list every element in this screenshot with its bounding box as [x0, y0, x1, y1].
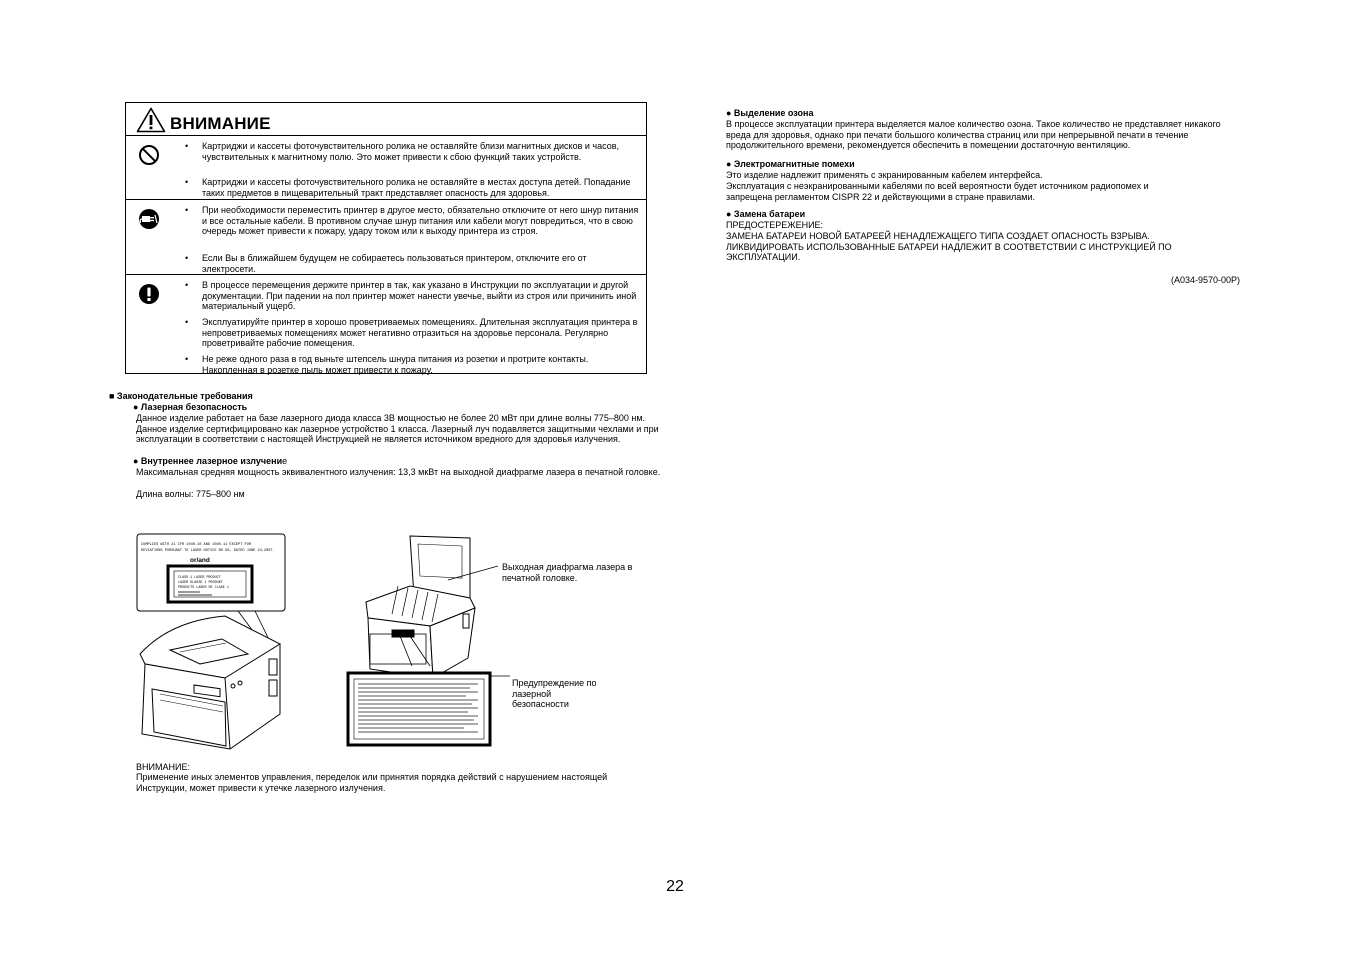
class1-label-line: CLASS 1 LASER PRODUCT: [178, 576, 221, 580]
bullet: •: [185, 177, 189, 187]
caution-header: [126, 103, 646, 136]
bullet: •: [185, 280, 189, 290]
caution-title: ВНИМАНИЕ: [170, 114, 271, 133]
bullet: •: [185, 253, 189, 263]
notice-text: Применение иных элементов управления, переделок или принятия порядка действий с нарушением настоящей Инструкции, может привести к утечке лазерного излучения.: [136, 772, 608, 793]
callout-laser-aperture: Выходная диафрагма лазера в печатной головке.: [502, 562, 633, 583]
caution-box: [125, 102, 647, 374]
bullet: •: [185, 354, 189, 364]
callout-laser-warning: Предупреждение по лазерной безопасности: [512, 678, 597, 709]
unplug-icon: [138, 208, 160, 230]
legal-heading: ■ Законодательные требования: [109, 391, 253, 401]
class1-label-line: LASER KLASSE 1 PRODUKT: [178, 581, 223, 585]
warning-triangle-icon: [136, 107, 166, 133]
class1-label-line: PRODUCTO LASER DE CLASE 1: [178, 586, 229, 590]
prohibition-icon: [138, 144, 160, 166]
wavelength-text: Длина волны: 775–800 нм: [136, 489, 245, 499]
caution-item-text: Если Вы в ближайшем будущем не собираетесь пользоваться принтером, отключите его от электросети.: [202, 253, 587, 274]
battery-caution-text: ЗАМЕНА БАТАРЕИ НОВОЙ БАТАРЕЕЙ НЕНАДЛЕЖАЩЕГО ТИПА СОЗДАЕТ ОПАСНОСТЬ ВЗРЫВА. ЛИКВИДИРОВАТЬ ИСПОЛЬЗОВАННЫЕ БАТАРЕИ НАДЛЕЖИТ В СООТВЕТСТВИИ С ИНСТРУКЦИЕЙ ПО ЭКСПЛУАТАЦИИ.: [726, 231, 1172, 263]
document-code: (A034-9570-00P): [1170, 275, 1240, 285]
internal-laser-text: Максимальная средняя мощность эквивалентного излучения: 13,3 мкВт на выходной диафрагме лазера в печатной головке.: [136, 467, 661, 477]
internal-laser-heading-text: ● Внутреннее лазерное излучени: [133, 456, 283, 466]
battery-heading: ● Замена батареи: [726, 209, 806, 219]
ozone-text: В процессе эксплуатации принтера выделяется малое количество озона. Такое количество не представляет никакого вреда для здоровья, однако при печати большого количества страниц или при непрерывной печати в течение продолжительного времени, рекомендуется обеспечить в помещении достаточную вентиляцию.: [726, 119, 1221, 151]
caution-section-mandatory: [126, 275, 646, 373]
caution-item-text: Не реже одного раза в год выньте штепсель шнура питания из розетки и протрите контакты. Накопленная в розетке пыль может привести к пожару.: [202, 354, 589, 375]
ozone-heading: ● Выделение озона: [726, 108, 814, 118]
internal-laser-heading-tail: е: [282, 456, 288, 466]
mandatory-action-icon: [138, 283, 160, 305]
compliance-label-oror: or/and: [190, 557, 210, 564]
compliance-label-line1: COMPLIES WITH 21 CFR 1040.10 AND 1040.11 EXCEPT FOR: [141, 543, 251, 547]
emi-heading: ● Электромагнитные помехи: [726, 159, 855, 169]
caution-section-prohibition: [126, 136, 646, 200]
bullet: •: [185, 317, 189, 327]
laser-safety-heading: ● Лазерная безопасность: [133, 402, 248, 412]
caution-section-unplug: [126, 200, 646, 275]
caution-item-text: Картриджи и кассеты фоточувствительного ролика не оставляйте в местах доступа детей. Попадание таких предметов в пищеварительный тракт представляет опасность для здоровья.: [202, 177, 631, 198]
bullet: •: [185, 205, 189, 215]
page-number: 22: [666, 878, 684, 895]
laser-safety-text: Данное изделие работает на базе лазерного диода класса 3B мощностью не более 20 мВт при длине волны 775–800 нм. Данное изделие сертифицировано как лазерное устройство 1 класса. Лазерный луч подавляется защитными чехлами и при эксплуатации в соответствии с настоящей Инструкцией не является источником вредного для здоровья излучения.: [136, 413, 659, 445]
printer-closed-drawing: [140, 616, 280, 749]
battery-caution-label: ПРЕДОСТЕРЕЖЕНИЕ:: [726, 220, 824, 230]
laser-label-figure: [130, 526, 650, 754]
caution-item-text: Эксплуатируйте принтер в хорошо проветриваемых помещениях. Длительная эксплуатация принтера в непроветриваемых помещениях может негативно отразиться на здоровье персонала. Регулярно проветривайте рабочие помещения.: [202, 317, 638, 348]
caution-item-text: В процессе перемещения держите принтер в так, как указано в Инструкции по эксплуатации и другой документации. При падении на пол принтер может нанести увечье, выйти из строя или причинить иной материальный ущерб.: [202, 280, 637, 311]
caution-item-text: Картриджи и кассеты фоточувствительного ролика не оставляйте близи магнитных дисков и часов, чувствительных к магнитному полю. Это может привести к сбою функций таких устройств.: [202, 141, 619, 162]
compliance-label-line2: DEVIATIONS PURSUANT TO LASER NOTICE NO.50, DATED JUNE 24,2007.: [141, 549, 275, 553]
internal-laser-heading: [133, 456, 287, 467]
emi-line2: Эксплуатация с неэкранированными кабелями по всей вероятности будет источником радиопомех и запрещена регламентом CISPR 22 и действующими в стране правилами.: [726, 181, 1149, 202]
caution-item-text: При необходимости переместить принтер в другое место, обязательно отключите от него шнур питания и все остальные кабели. В противном случае шнур питания или кабели могут повредиться, что в свою очередь может привести к пожару, удару током или к выходу принтера из строя.: [202, 205, 639, 236]
notice-title: ВНИМАНИЕ:: [136, 762, 190, 772]
printer-open-drawing: [366, 536, 475, 678]
bullet: •: [185, 141, 189, 151]
emi-line1: Это изделие надлежит применять с экранированным кабелем интерфейса.: [726, 170, 1043, 180]
